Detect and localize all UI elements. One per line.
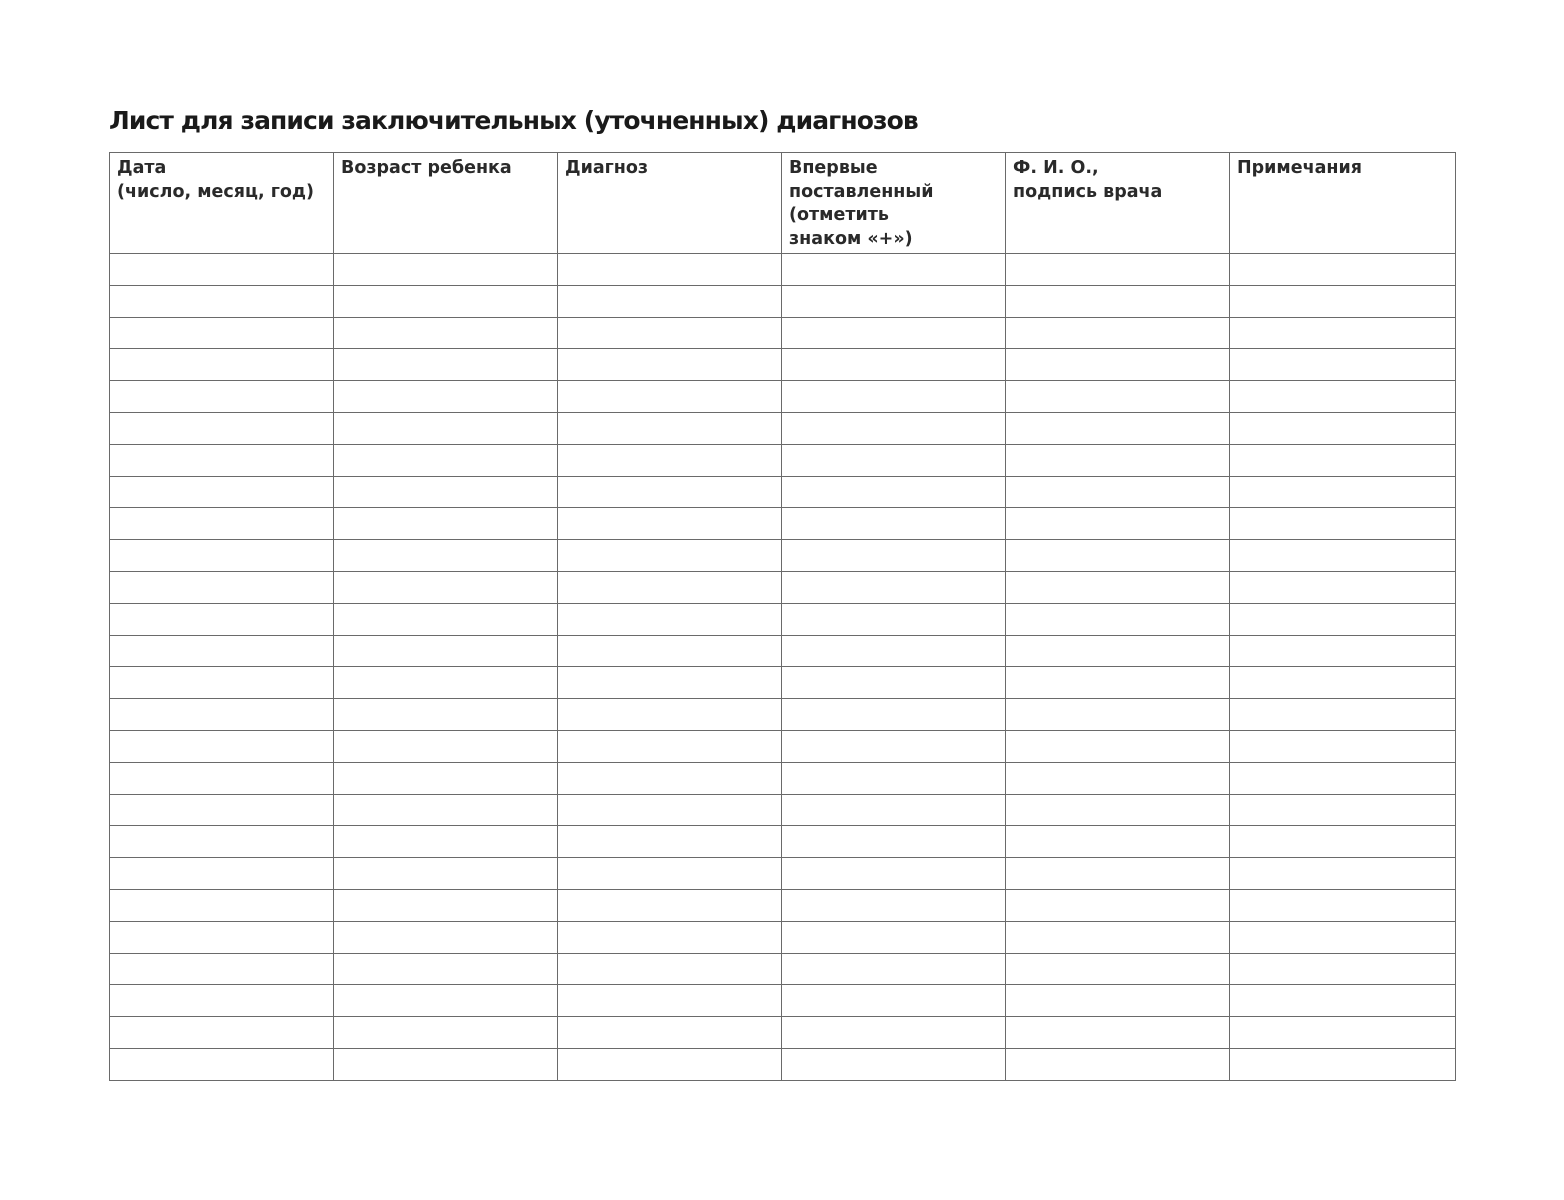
date-cell	[110, 254, 334, 286]
child-age-cell	[334, 349, 558, 381]
date-cell	[110, 1048, 334, 1080]
table-row	[110, 953, 1456, 985]
doctor-signature-cell	[1006, 412, 1230, 444]
table-row	[110, 889, 1456, 921]
notes-cell	[1230, 858, 1456, 890]
page-title: Лист для записи заключительных (уточненных) диагнозов	[109, 106, 918, 135]
notes-cell	[1230, 762, 1456, 794]
date-cell	[110, 349, 334, 381]
notes-cell	[1230, 635, 1456, 667]
diagnosis-cell	[558, 635, 782, 667]
date-cell	[110, 412, 334, 444]
doctor-signature-cell	[1006, 953, 1230, 985]
table-row	[110, 762, 1456, 794]
diagnosis-cell	[558, 381, 782, 413]
child-age-cell	[334, 953, 558, 985]
header-row	[110, 153, 1456, 254]
first-diagnosed-cell	[782, 635, 1006, 667]
date-cell	[110, 603, 334, 635]
doctor-signature-cell	[1006, 730, 1230, 762]
notes-cell	[1230, 1048, 1456, 1080]
table-row	[110, 381, 1456, 413]
first-diagnosed-cell	[782, 730, 1006, 762]
child-age-cell	[334, 921, 558, 953]
notes-cell	[1230, 985, 1456, 1017]
diagnosis-cell	[558, 730, 782, 762]
diagnosis-cell	[558, 444, 782, 476]
diagnosis-cell	[558, 667, 782, 699]
child-age-cell	[334, 1048, 558, 1080]
notes-cell	[1230, 603, 1456, 635]
doctor-signature-cell	[1006, 635, 1230, 667]
child-age-cell	[334, 603, 558, 635]
doctor-signature-cell	[1006, 889, 1230, 921]
column-header-diagnosis: Диагноз	[558, 153, 782, 254]
first-diagnosed-cell	[782, 603, 1006, 635]
child-age-cell	[334, 285, 558, 317]
notes-cell	[1230, 444, 1456, 476]
child-age-cell	[334, 444, 558, 476]
table-body	[110, 254, 1456, 1081]
doctor-signature-cell	[1006, 699, 1230, 731]
table-row	[110, 508, 1456, 540]
first-diagnosed-cell	[782, 794, 1006, 826]
doctor-signature-cell	[1006, 571, 1230, 603]
column-header-first-diagnosed: Впервые поставленный (отметить знаком «+»)	[782, 153, 1006, 254]
table-row	[110, 635, 1456, 667]
doctor-signature-cell	[1006, 858, 1230, 890]
child-age-cell	[334, 858, 558, 890]
first-diagnosed-cell	[782, 667, 1006, 699]
diagnosis-cell	[558, 826, 782, 858]
date-cell	[110, 444, 334, 476]
notes-cell	[1230, 889, 1456, 921]
first-diagnosed-cell	[782, 317, 1006, 349]
diagnosis-table	[109, 152, 1456, 1081]
diagnosis-cell	[558, 508, 782, 540]
table-row	[110, 444, 1456, 476]
date-cell	[110, 921, 334, 953]
child-age-cell	[334, 762, 558, 794]
child-age-cell	[334, 254, 558, 286]
diagnosis-cell	[558, 412, 782, 444]
child-age-cell	[334, 412, 558, 444]
child-age-cell	[334, 794, 558, 826]
first-diagnosed-cell	[782, 953, 1006, 985]
notes-cell	[1230, 921, 1456, 953]
diagnosis-cell	[558, 254, 782, 286]
doctor-signature-cell	[1006, 762, 1230, 794]
first-diagnosed-cell	[782, 985, 1006, 1017]
table-row	[110, 1017, 1456, 1049]
first-diagnosed-cell	[782, 1017, 1006, 1049]
column-header-doctor-signature: Ф. И. О., подпись врача	[1006, 153, 1230, 254]
notes-cell	[1230, 540, 1456, 572]
diagnosis-cell	[558, 349, 782, 381]
table-row	[110, 858, 1456, 890]
notes-cell	[1230, 254, 1456, 286]
doctor-signature-cell	[1006, 349, 1230, 381]
notes-cell	[1230, 953, 1456, 985]
doctor-signature-cell	[1006, 667, 1230, 699]
table-row	[110, 285, 1456, 317]
diagnosis-cell	[558, 858, 782, 890]
diagnosis-cell	[558, 317, 782, 349]
notes-cell	[1230, 730, 1456, 762]
doctor-signature-cell	[1006, 317, 1230, 349]
doctor-signature-cell	[1006, 985, 1230, 1017]
first-diagnosed-cell	[782, 508, 1006, 540]
notes-cell	[1230, 699, 1456, 731]
doctor-signature-cell	[1006, 921, 1230, 953]
diagnosis-cell	[558, 1017, 782, 1049]
notes-cell	[1230, 349, 1456, 381]
first-diagnosed-cell	[782, 858, 1006, 890]
diagnosis-cell	[558, 571, 782, 603]
child-age-cell	[334, 667, 558, 699]
diagnosis-cell	[558, 985, 782, 1017]
child-age-cell	[334, 699, 558, 731]
notes-cell	[1230, 476, 1456, 508]
date-cell	[110, 508, 334, 540]
notes-cell	[1230, 412, 1456, 444]
first-diagnosed-cell	[782, 444, 1006, 476]
doctor-signature-cell	[1006, 381, 1230, 413]
first-diagnosed-cell	[782, 285, 1006, 317]
date-cell	[110, 985, 334, 1017]
diagnosis-cell	[558, 540, 782, 572]
table-row	[110, 921, 1456, 953]
table-row	[110, 476, 1456, 508]
doctor-signature-cell	[1006, 794, 1230, 826]
doctor-signature-cell	[1006, 508, 1230, 540]
child-age-cell	[334, 508, 558, 540]
doctor-signature-cell	[1006, 285, 1230, 317]
table-row	[110, 794, 1456, 826]
diagnosis-cell	[558, 603, 782, 635]
diagnosis-cell	[558, 476, 782, 508]
date-cell	[110, 889, 334, 921]
table-row	[110, 1048, 1456, 1080]
table-row	[110, 317, 1456, 349]
diagnosis-cell	[558, 889, 782, 921]
date-cell	[110, 762, 334, 794]
date-cell	[110, 635, 334, 667]
diagnosis-cell	[558, 921, 782, 953]
date-cell	[110, 826, 334, 858]
child-age-cell	[334, 476, 558, 508]
child-age-cell	[334, 826, 558, 858]
notes-cell	[1230, 508, 1456, 540]
date-cell	[110, 476, 334, 508]
date-cell	[110, 794, 334, 826]
date-cell	[110, 667, 334, 699]
date-cell	[110, 953, 334, 985]
doctor-signature-cell	[1006, 1017, 1230, 1049]
notes-cell	[1230, 381, 1456, 413]
diagnosis-cell	[558, 285, 782, 317]
first-diagnosed-cell	[782, 254, 1006, 286]
date-cell	[110, 571, 334, 603]
child-age-cell	[334, 730, 558, 762]
first-diagnosed-cell	[782, 826, 1006, 858]
table-row	[110, 826, 1456, 858]
column-header-date: Дата (число, месяц, год)	[110, 153, 334, 254]
doctor-signature-cell	[1006, 540, 1230, 572]
notes-cell	[1230, 1017, 1456, 1049]
notes-cell	[1230, 826, 1456, 858]
child-age-cell	[334, 889, 558, 921]
notes-cell	[1230, 667, 1456, 699]
table-row	[110, 603, 1456, 635]
date-cell	[110, 285, 334, 317]
child-age-cell	[334, 571, 558, 603]
first-diagnosed-cell	[782, 762, 1006, 794]
date-cell	[110, 1017, 334, 1049]
table-row	[110, 571, 1456, 603]
doctor-signature-cell	[1006, 1048, 1230, 1080]
notes-cell	[1230, 317, 1456, 349]
table-row	[110, 730, 1456, 762]
diagnosis-cell	[558, 699, 782, 731]
first-diagnosed-cell	[782, 571, 1006, 603]
table-row	[110, 985, 1456, 1017]
doctor-signature-cell	[1006, 603, 1230, 635]
date-cell	[110, 317, 334, 349]
first-diagnosed-cell	[782, 412, 1006, 444]
child-age-cell	[334, 635, 558, 667]
date-cell	[110, 730, 334, 762]
first-diagnosed-cell	[782, 476, 1006, 508]
child-age-cell	[334, 540, 558, 572]
diagnosis-cell	[558, 794, 782, 826]
child-age-cell	[334, 317, 558, 349]
doctor-signature-cell	[1006, 476, 1230, 508]
table-row	[110, 254, 1456, 286]
diagnosis-cell	[558, 762, 782, 794]
notes-cell	[1230, 571, 1456, 603]
child-age-cell	[334, 381, 558, 413]
first-diagnosed-cell	[782, 921, 1006, 953]
diagnosis-cell	[558, 1048, 782, 1080]
doctor-signature-cell	[1006, 826, 1230, 858]
date-cell	[110, 381, 334, 413]
first-diagnosed-cell	[782, 889, 1006, 921]
table-row	[110, 412, 1456, 444]
child-age-cell	[334, 1017, 558, 1049]
table-row	[110, 349, 1456, 381]
doctor-signature-cell	[1006, 254, 1230, 286]
doctor-signature-cell	[1006, 444, 1230, 476]
child-age-cell	[334, 985, 558, 1017]
date-cell	[110, 858, 334, 890]
table-row	[110, 667, 1456, 699]
column-header-notes: Примечания	[1230, 153, 1456, 254]
first-diagnosed-cell	[782, 1048, 1006, 1080]
table-row	[110, 540, 1456, 572]
column-header-child-age: Возраст ребенка	[334, 153, 558, 254]
notes-cell	[1230, 794, 1456, 826]
date-cell	[110, 699, 334, 731]
first-diagnosed-cell	[782, 540, 1006, 572]
first-diagnosed-cell	[782, 349, 1006, 381]
diagnosis-cell	[558, 953, 782, 985]
date-cell	[110, 540, 334, 572]
first-diagnosed-cell	[782, 381, 1006, 413]
table-row	[110, 699, 1456, 731]
first-diagnosed-cell	[782, 699, 1006, 731]
notes-cell	[1230, 285, 1456, 317]
